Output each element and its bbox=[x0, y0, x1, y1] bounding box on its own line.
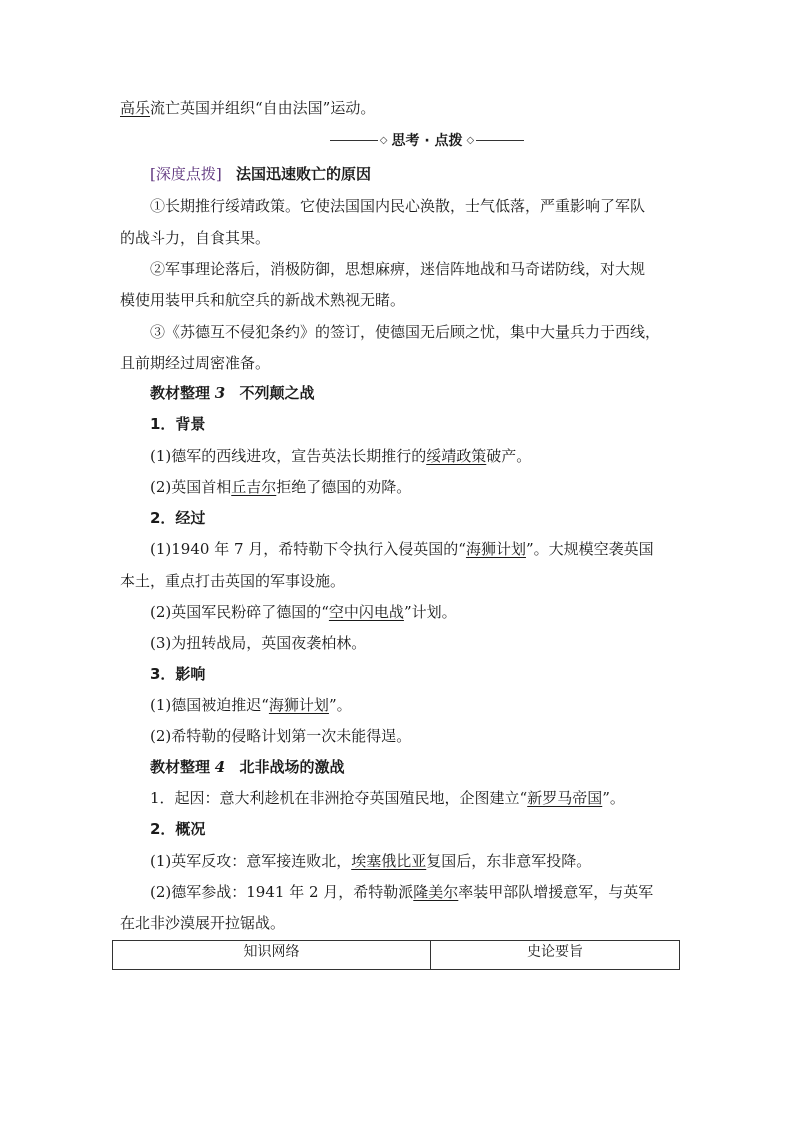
section3-heading bbox=[150, 383, 680, 403]
text: (1)1940 年 7 月，希特勒下令执行入侵英国的“ bbox=[150, 540, 466, 558]
divider-label: 思考 · 点拨 bbox=[391, 133, 463, 149]
text: (2)英国首相 bbox=[150, 478, 232, 496]
section3-bg2 bbox=[150, 477, 680, 497]
section4-title: 北非战场的激战 bbox=[239, 758, 345, 776]
section3-bg1 bbox=[150, 446, 680, 466]
underlined-term: 埃塞俄比亚 bbox=[351, 852, 427, 870]
think-divider bbox=[330, 130, 524, 150]
section3-label: 教材整理 bbox=[150, 384, 211, 402]
section4-label: 教材整理 bbox=[150, 758, 211, 776]
text: 破产。 bbox=[486, 447, 532, 465]
section3-process-heading: 2．经过 bbox=[150, 509, 206, 527]
table-header-knowledge-network: 知识网络 bbox=[113, 941, 431, 969]
section4-cause bbox=[150, 788, 680, 808]
section4-ov2-line2: 在北非沙漠展开拉锯战。 bbox=[120, 914, 286, 932]
section4-ov2-line1 bbox=[150, 882, 680, 902]
text: ”计划。 bbox=[403, 603, 457, 621]
intro-underlined-name: 高乐 bbox=[120, 99, 151, 117]
text: (2)德军参战：1941 年 2 月，希特勒派 bbox=[150, 883, 414, 901]
section3-proc2 bbox=[150, 602, 680, 622]
text: 复国后，东非意军投降。 bbox=[426, 852, 592, 870]
section3-effect-heading: 3．影响 bbox=[150, 665, 206, 683]
deep-point-heading bbox=[150, 164, 680, 184]
section3-background-heading: 1．背景 bbox=[150, 415, 206, 433]
summary-table bbox=[112, 940, 680, 970]
section3-title: 不列颠之战 bbox=[239, 384, 315, 402]
text: ”。 bbox=[602, 789, 625, 807]
section3-proc3: (3)为扭转战局，英国夜袭柏林。 bbox=[150, 634, 367, 652]
underlined-term: 海狮计划 bbox=[268, 696, 329, 714]
section3-number: 3 bbox=[214, 384, 226, 402]
text: 1．起因：意大利趁机在非洲抢夺英国殖民地，企图建立“ bbox=[150, 789, 528, 807]
table-header-historical-theory: 史论要旨 bbox=[527, 944, 583, 960]
deep-point-item2-line1: ②军事理论落后，消极防御，思想麻痹，迷信阵地战和马奇诺防线，对大规 bbox=[150, 260, 646, 278]
section3-eff1 bbox=[150, 695, 680, 715]
section4-overview-heading: 2．概况 bbox=[150, 820, 206, 838]
deep-point-item1-line2: 的战斗力，自食其果。 bbox=[120, 229, 271, 247]
underlined-term: 隆美尔 bbox=[413, 883, 459, 901]
text: ”。 bbox=[328, 696, 352, 714]
deep-point-tag: [深度点拨] bbox=[150, 165, 222, 183]
text: (2)英国军民粉碎了德国的“ bbox=[150, 603, 329, 621]
deep-point-title: 法国迅速败亡的原因 bbox=[236, 165, 372, 183]
diamond-icon: ◇ bbox=[466, 134, 475, 146]
underlined-term: 新罗马帝国 bbox=[527, 789, 603, 807]
intro-text: 流亡英国并组织“自由法国”运动。 bbox=[150, 99, 376, 117]
section3-eff2: (2)希特勒的侵略计划第一次未能得逞。 bbox=[150, 727, 412, 745]
text: 拒绝了德国的劝降。 bbox=[276, 478, 412, 496]
intro-line bbox=[120, 98, 680, 118]
text: (1)德国被迫推迟“ bbox=[150, 696, 269, 714]
deep-point-item2-line2: 模使用装甲兵和航空兵的新战术熟视无睹。 bbox=[120, 291, 406, 309]
deep-point-item3-line1: ③《苏德互不侵犯条约》的签订，使德国无后顾之忧，集中大量兵力于西线， bbox=[150, 323, 661, 341]
underlined-term: 海狮计划 bbox=[465, 540, 526, 558]
section4-number: 4 bbox=[214, 758, 226, 776]
divider-rule-left bbox=[330, 140, 378, 141]
text: (1)英军反攻：意军接连败北， bbox=[150, 852, 352, 870]
text: (1)德军的西线进攻，宣告英法长期推行的 bbox=[150, 447, 427, 465]
underlined-term: 绥靖政策 bbox=[426, 447, 487, 465]
underlined-term: 丘吉尔 bbox=[231, 478, 277, 496]
divider-rule-right bbox=[476, 140, 524, 141]
text: ”。大规模空袭英国 bbox=[525, 540, 654, 558]
deep-point-item1-line1: ①长期推行绥靖政策。它使法国国内民心涣散，士气低落，严重影响了军队 bbox=[150, 197, 646, 215]
section4-heading bbox=[150, 757, 680, 777]
section4-ov1 bbox=[150, 851, 680, 871]
text: 率装甲部队增援意军，与英军 bbox=[458, 883, 654, 901]
section3-proc1-line1 bbox=[150, 539, 680, 559]
diamond-icon: ◇ bbox=[379, 134, 388, 146]
underlined-term: 空中闪电战 bbox=[328, 603, 404, 621]
deep-point-item3-line2: 且前期经过周密准备。 bbox=[120, 354, 271, 372]
section3-proc1-line2: 本土，重点打击英国的军事设施。 bbox=[120, 572, 346, 590]
